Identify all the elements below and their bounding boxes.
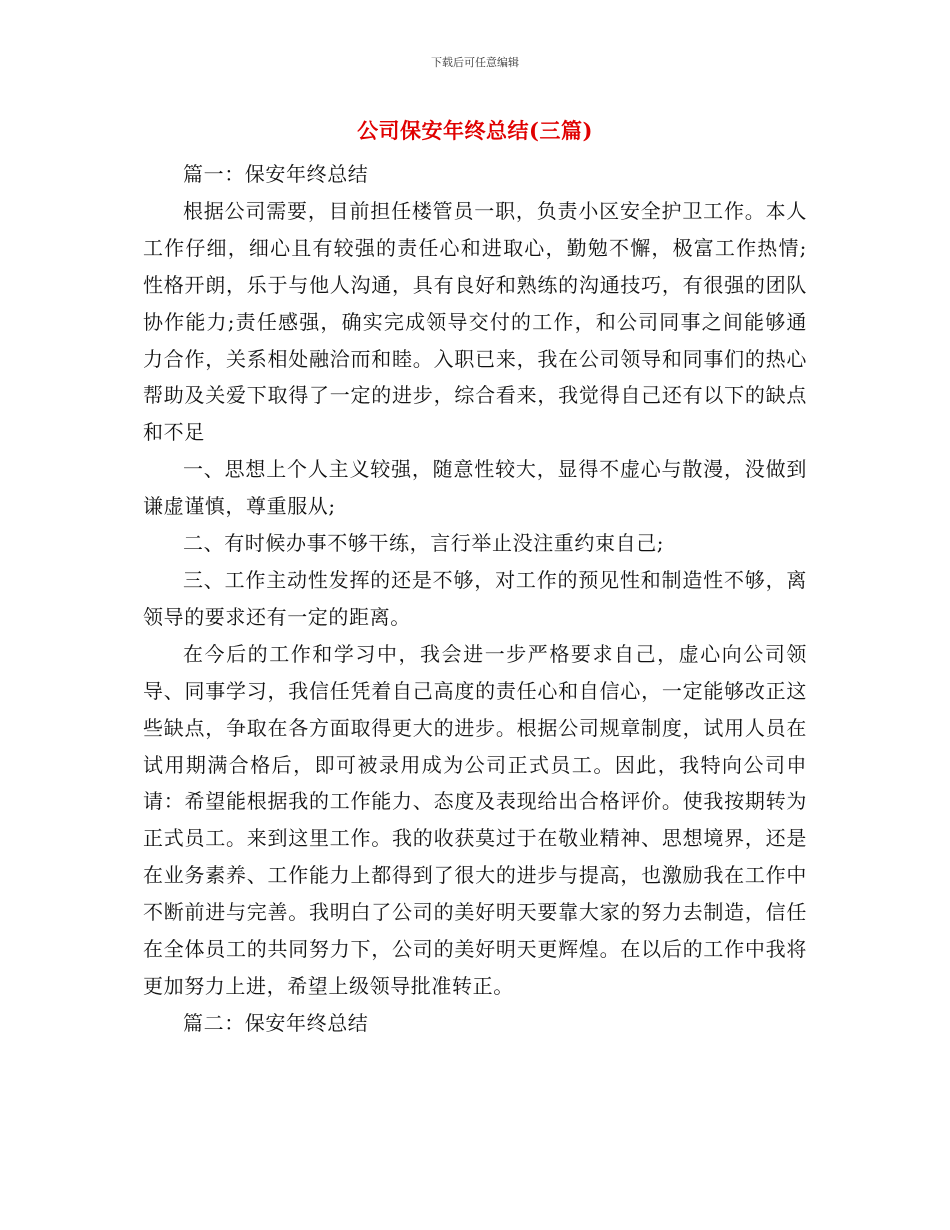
header-note: 下载后可任意编辑 — [431, 56, 519, 69]
section-heading-2: 篇二：保安年终总结 — [183, 1010, 369, 1035]
shortcoming-item-1: 一、思想上个人主义较强，随意性较大，显得不虚心与散漫，没做到谦虚谨慎，尊重服从; — [143, 457, 807, 519]
document-title: 公司保安年终总结(三篇) — [357, 118, 593, 143]
paragraph-intro: 根据公司需要，目前担任楼管员一职，负责小区安全护卫工作。本人工作仔细，细心且有较强的责任心和进取心，勤勉不懈，极富工作热情;性格开朗，乐于与他人沟通，具有良好和熟练的沟通技巧，有很强的团队协作能力;责任感强，确实完成领导交付的工作，和公司同事之间能够通力合作，关系相处融洽而和睦。入职已来，我在公司领导和同事们的热心帮助及关爱下取得了一定的进步，综合看来，我觉得自己还有以下的缺点和不足 — [143, 198, 807, 445]
shortcoming-item-3: 三、工作主动性发挥的还是不够，对工作的预见性和制造性不够，离领导的要求还有一定的距离。 — [143, 567, 807, 629]
document-body — [143, 156, 807, 1042]
section-heading-1: 篇一：保安年终总结 — [183, 162, 369, 186]
paragraph-conclusion: 在今后的工作和学习中，我会进一步严格要求自己，虚心向公司领导、同事学习，我信任凭着自己高度的责任心和自信心，一定能够改正这些缺点，争取在各方面取得更大的进步。根据公司规章制度，试用人员在试用期满合格后，即可被录用成为公司正式员工。因此，我特向公司申请：希望能根据我的工作能力、态度及表现给出合格评价。使我按期转为正式员工。来到这里工作。我的收获莫过于在敬业精神、思想境界，还是在业务素养、工作能力上都得到了很大的进步与提高，也激励我在工作中不断前进与完善。我明白了公司的美好明天要靠大家的努力去制造，信任在全体员工的共同努力下，公司的美好明天更辉煌。在以后的工作中我将更加努力上进，希望上级领导批准转正。 — [143, 641, 807, 998]
shortcoming-item-2: 二、有时候办事不够干练，言行举止没注重约束自己; — [183, 531, 665, 556]
